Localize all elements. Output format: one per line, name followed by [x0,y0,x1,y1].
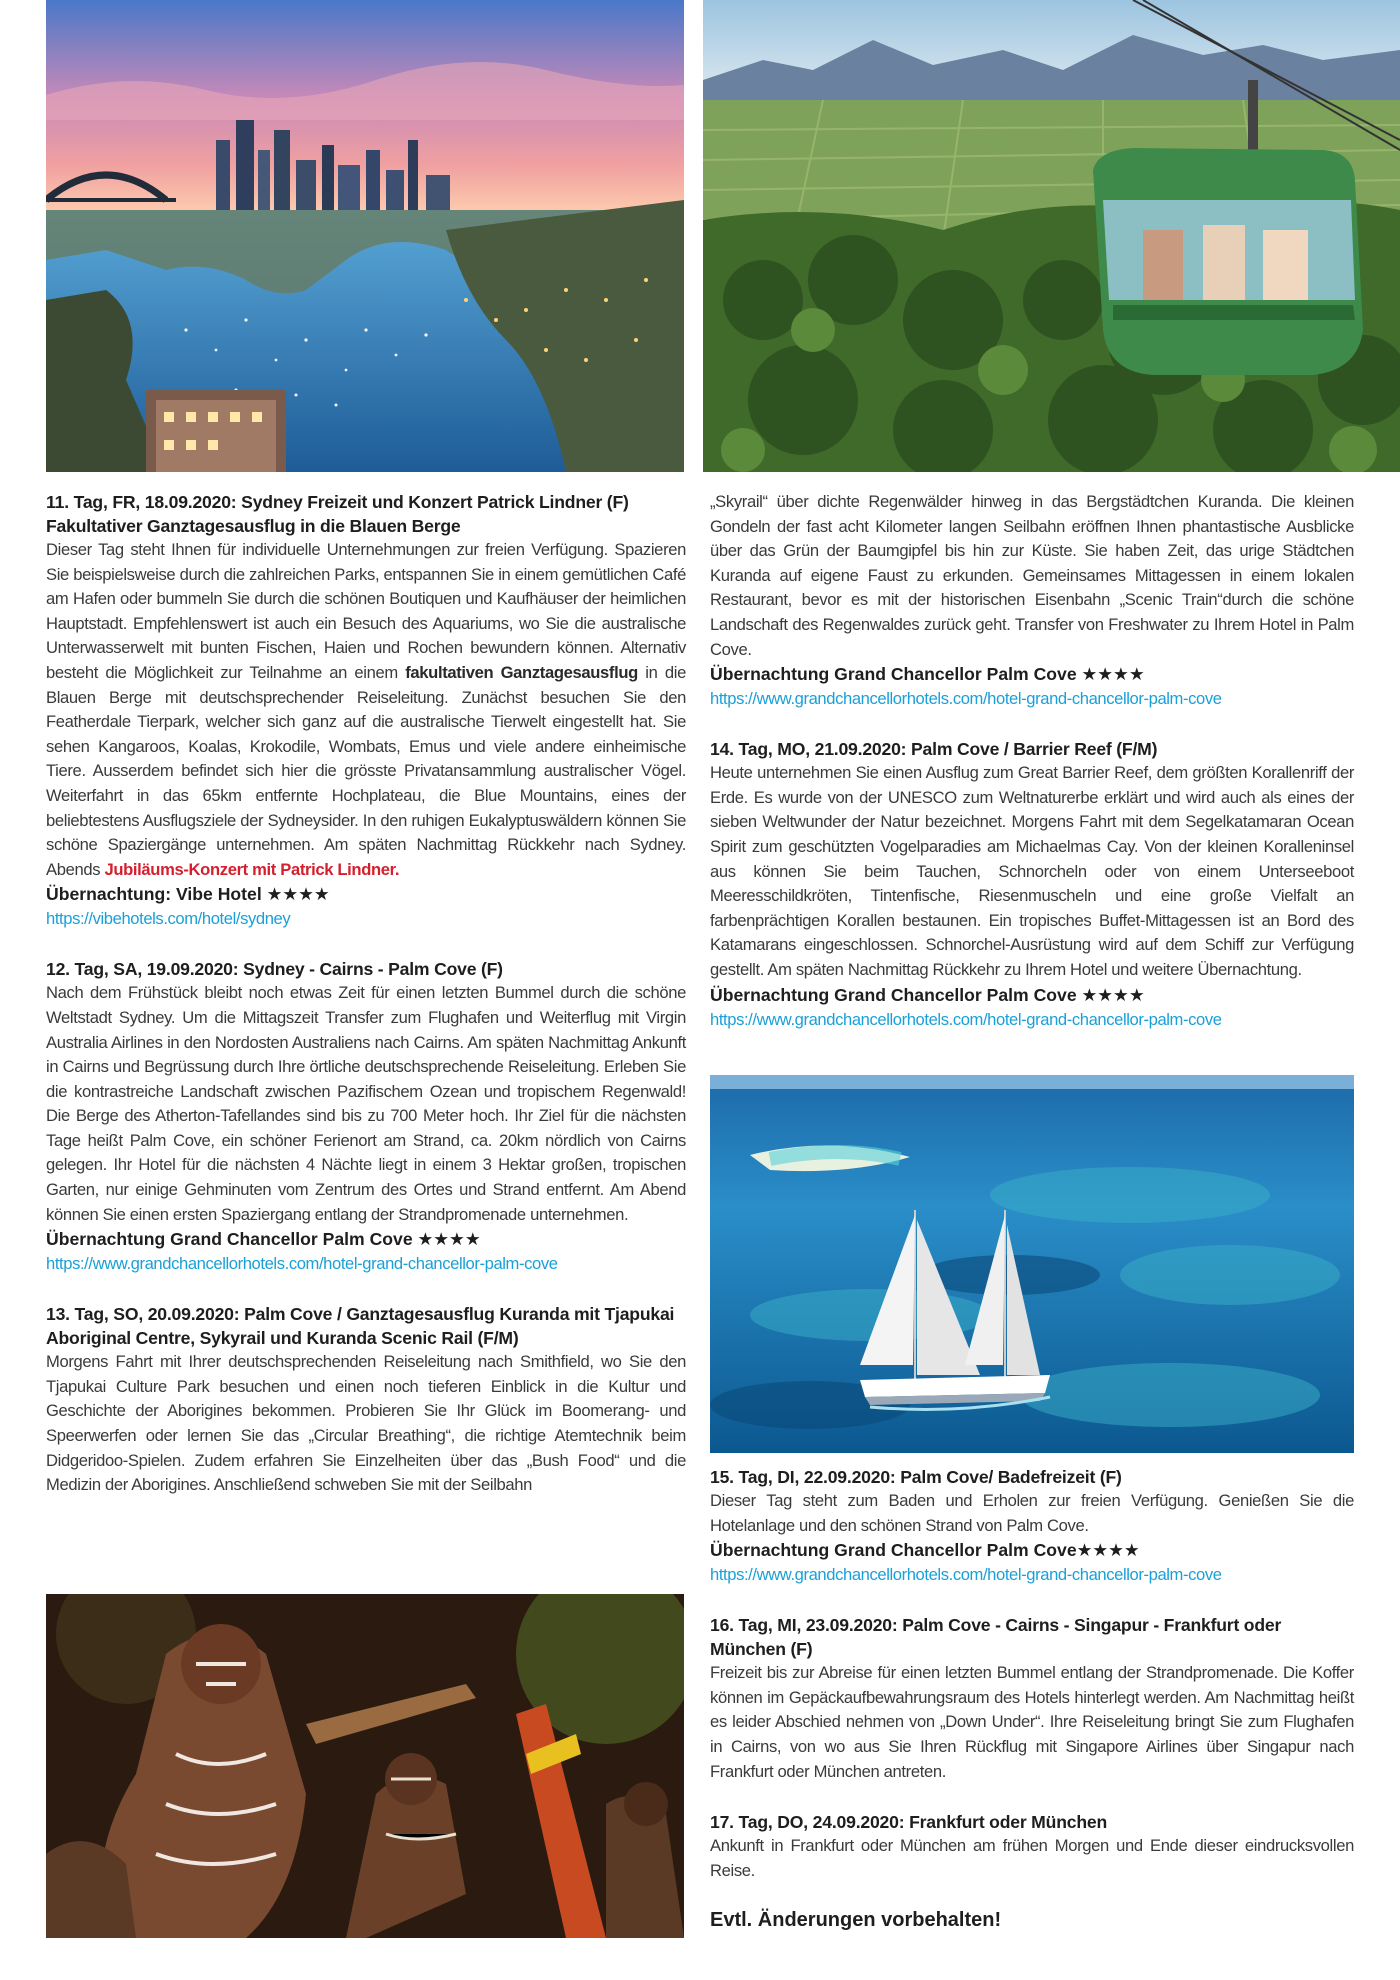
day-11-hotel: Übernachtung: Vibe Hotel ★★★★ [46,884,330,905]
day-12-text: Nach dem Frühstück bleibt noch etwas Zeit für einen letzten Bummel durch die schöne Weltstadt Sydney. Um die Mittagszeit Transfer zum Flughafen und Weiterflug mit Virgin Australia Airlines in den Nordosten Australiens nach Cairns. Am späten Nachmittag Ankunft in Cairns und Begrüssung durch Ihre örtliche deutschsprechende Reiseleitung. Erleben Sie die kontrastreiche Landschaft zwischen Pazifischem Ozean und tropischem Regenwald! Die Berge des Atherton-Tafellandes sind bis zu 700 Meter hoch. Ihr Ziel für die nächsten Tage heißt Palm Cove, ein schöner Ferienort am Strand, ca. 20km nördlich von Cairns gelegen. Ihr Hotel für die nächsten 4 Nächte liegt in einem 3 Hektar großen, tropischen Garten, nur einige Gehminuten vom Zentrum des Ortes und Strand entfernt. Am Abend können Sie einen ersten Spaziergang entlang der Strandpromenade unternehmen. [46,983,686,1224]
day-13-hotel: Übernachtung Grand Chancellor Palm Cove ★★★★ [710,664,1145,685]
right-column-bottom [710,1465,1354,1932]
day-12-section [46,957,686,1276]
changes-reserved-note: Evtl. Änderungen vorbehalten! [710,1909,1002,1932]
day-11-text: Dieser Tag steht Ihnen für individuelle Unternehmungen zur freien Verfügung. Spazieren Sie beispielsweise durch die zahlreichen Parks, entspannen Sie in einem gemütlichen Café am Hafen oder bummeln Sie durch die schönen Boutiquen und Kaufhäuser der heimlichen Hauptstadt. Empfehlenswert ist auch ein Besuch des Aquariums, wo Sie die australische Unterwasserwelt mit bunten Fischen, Haien und Rochen bewundern können. Alternativ besteht die Möglichkeit zur Teilnahme an einem fakultativen Ganztagesausflug in die Blauen Berge mit deutschsprechender Reiseleitung. Zunächst besuchen Sie den Featherdale Tierpark, welcher sich ganz auf die australische Tierwelt eingestellt hat. Sie sehen Kangaroos, Koalas, Krokodile, Wombats, Emus und viele andere einheimische Tiere. Ausserdem befindet sich hier die grösste Privatansammlung australischer Vögel. Weiterfahrt in das 65km entfernte Hochplateau, die Blue Mountains, eines der beliebtestens Ausflugsziele der Sydneysider. In den ruhigen Eukalyptuswäldern können Sie schöne Spaziergänge unternehmen. Am späten Nachmittag Rückkehr nach Sydney. Abends Jubiläums-Konzert mit Patrick Lindner. [46,540,686,879]
day-16-text: Freizeit bis zur Abreise für einen letzten Bummel entlang der Strandpromenade. Die Koffer können im Gepäckaufbewahrungsraum des Hotels hinterlegt werden. Am Nachmittag heißt es leider Abschied nehmen von „Down Under“. Ihre Reiseleitung bringt Sie zum Flughafen in Cairns, von wo aus Sie Ihren Rückflug mit Singapore Airlines über Singapur nach Frankfurt oder München antreten. [710,1663,1354,1781]
day-14-hotel: Übernachtung Grand Chancellor Palm Cove ★★★★ [710,984,1145,1005]
day-13-title: 13. Tag, SO, 20.09.2020: Palm Cove / Ganztagesausflug Kuranda mit Tjapukai Aboriginal Centre, Sykyrail und Kuranda Scenic Rail (F/M) [46,1304,675,1349]
day-15-title: 15. Tag, DI, 22.09.2020: Palm Cove/ Badefreizeit (F) [710,1467,1122,1487]
concert-highlight: Jubiläums-Konzert mit Patrick Lindner. [104,859,400,879]
day-14-text: Heute unternehmen Sie einen Ausflug zum Great Barrier Reef, dem größten Korallenriff der Erde. Es wurde von der UNESCO zum Weltnaturerbe erklärt und wird auch als eines der sieben Weltwunder der Natur bezeichnet. Morgens Fahrt mit dem Segelkatamaran Ocean Spirit zum geschützten Vogelparadies am Michaelmas Cay. Von der kleinen Koralleninsel aus können Sie beim Tauchen, Schnorcheln oder von einem Unterseeboot Meeresschildkröten, Tintenfische, Riesenmuscheln und eine große Vielfalt an farbenprächtigen Korallen bestaunen. Ein tropisches Buffet-Mittagessen ist an Bord des Katamarans eingeschlossen. Schnorchel-Ausrüstung wird auf dem Schiff zur Verfügung gestellt. Am späten Nachmittag Rückkehr zu Ihrem Hotel und weitere Übernachtung. [710,763,1354,979]
day-15-hotel-link[interactable]: https://www.grandchancellorhotels.com/hotel-grand-chancellor-palm-cove [710,1565,1222,1585]
day-16-title: 16. Tag, MI, 23.09.2020: Palm Cove - Cairns - Singapur - Frankfurt oder München (F) [710,1615,1282,1660]
right-column-top [710,490,1354,1058]
day-13-hotel-link[interactable]: https://www.grandchancellorhotels.com/hotel-grand-chancellor-palm-cove [710,689,1222,709]
day-14-section [710,737,1354,1031]
day-12-title: 12. Tag, SA, 19.09.2020: Sydney - Cairns - Palm Cove (F) [46,959,503,980]
day-14-hotel-link[interactable]: https://www.grandchancellorhotels.com/hotel-grand-chancellor-palm-cove [710,1009,1222,1029]
photo-aboriginal-dancers [46,1594,684,1938]
photo-sydney-harbour [46,0,684,472]
day-11-hotel-link[interactable]: https://vibehotels.com/hotel/sydney [46,909,291,929]
day-16-section [710,1613,1354,1784]
day-17-text: Ankunft in Frankfurt oder München am frühen Morgen und Ende dieser eindrucksvollen Reise. [710,1836,1354,1880]
day-17-title: 17. Tag, DO, 24.09.2020: Frankfurt oder München [710,1812,1107,1833]
day-15-hotel: Übernachtung Grand Chancellor Palm Cove★★★★ [710,1540,1140,1561]
day-13-text: Morgens Fahrt mit Ihrer deutschsprechenden Reiseleitung nach Smithfield, wo Sie den Tjapukai Culture Park besuchen und einen noch tieferen Einblick in die Kultur und Geschichte der Aborigines bekommen. Probieren Sie Ihr Glück im Boomerang- und Speerwerfen oder lernen Sie das „Circular Breathing“, die richtige Atemtechnik beim Didgeridoo-Spielen. Zudem erfahren Sie Einzelheiten über das „Bush Food“ und die Medizin der Aborigines. Anschließend schweben Sie mit der Seilbahn [46,1352,686,1495]
day-17-section [710,1810,1354,1883]
day-15-text: Dieser Tag steht zum Baden und Erholen zur freien Verfügung. Genießen Sie die Hotelanlage und den schönen Strand von Palm Cove. [710,1491,1354,1535]
day-11-title: 11. Tag, FR, 18.09.2020: Sydney Freizeit und Konzert Patrick Lindner (F) [46,492,629,512]
day-14-title: 14. Tag, MO, 21.09.2020: Palm Cove / Barrier Reef (F/M) [710,739,1158,760]
photo-barrier-reef-catamaran [710,1075,1354,1453]
day-12-hotel: Übernachtung Grand Chancellor Palm Cove ★★★★ [46,1229,481,1250]
day-12-hotel-link[interactable]: https://www.grandchancellorhotels.com/hotel-grand-chancellor-palm-cove [46,1254,558,1274]
day-13-continued [710,490,1354,711]
left-column [46,490,686,1524]
day-13-text-continued: „Skyrail“ über dichte Regenwälder hinweg in das Bergstädtchen Kuranda. Die kleinen Gondeln der fast acht Kilometer langen Seilbahn eröffnen Ihnen phantastische Ausblicke über das Grün der Baumgipfel bis hin zur Küste. Sie haben Zeit, das urige Städtchen Kuranda auf eigene Faust zu erkunden. Gemeinsames Mittagessen in einem lokalen Restaurant, bevor es mit der historischen Eisenbahn „Scenic Train“durch die schöne Landschaft des Regenwaldes zurück geht. Transfer von Freshwater zu Ihrem Hotel in Palm Cove. [710,492,1354,659]
day-11-section [46,490,686,931]
photo-skyrail-gondola [703,0,1400,472]
day-11-subtitle: Fakultativer Ganztagesausflug in die Blauen Berge [46,516,461,536]
day-15-section [710,1465,1354,1587]
day-13-section [46,1302,686,1498]
